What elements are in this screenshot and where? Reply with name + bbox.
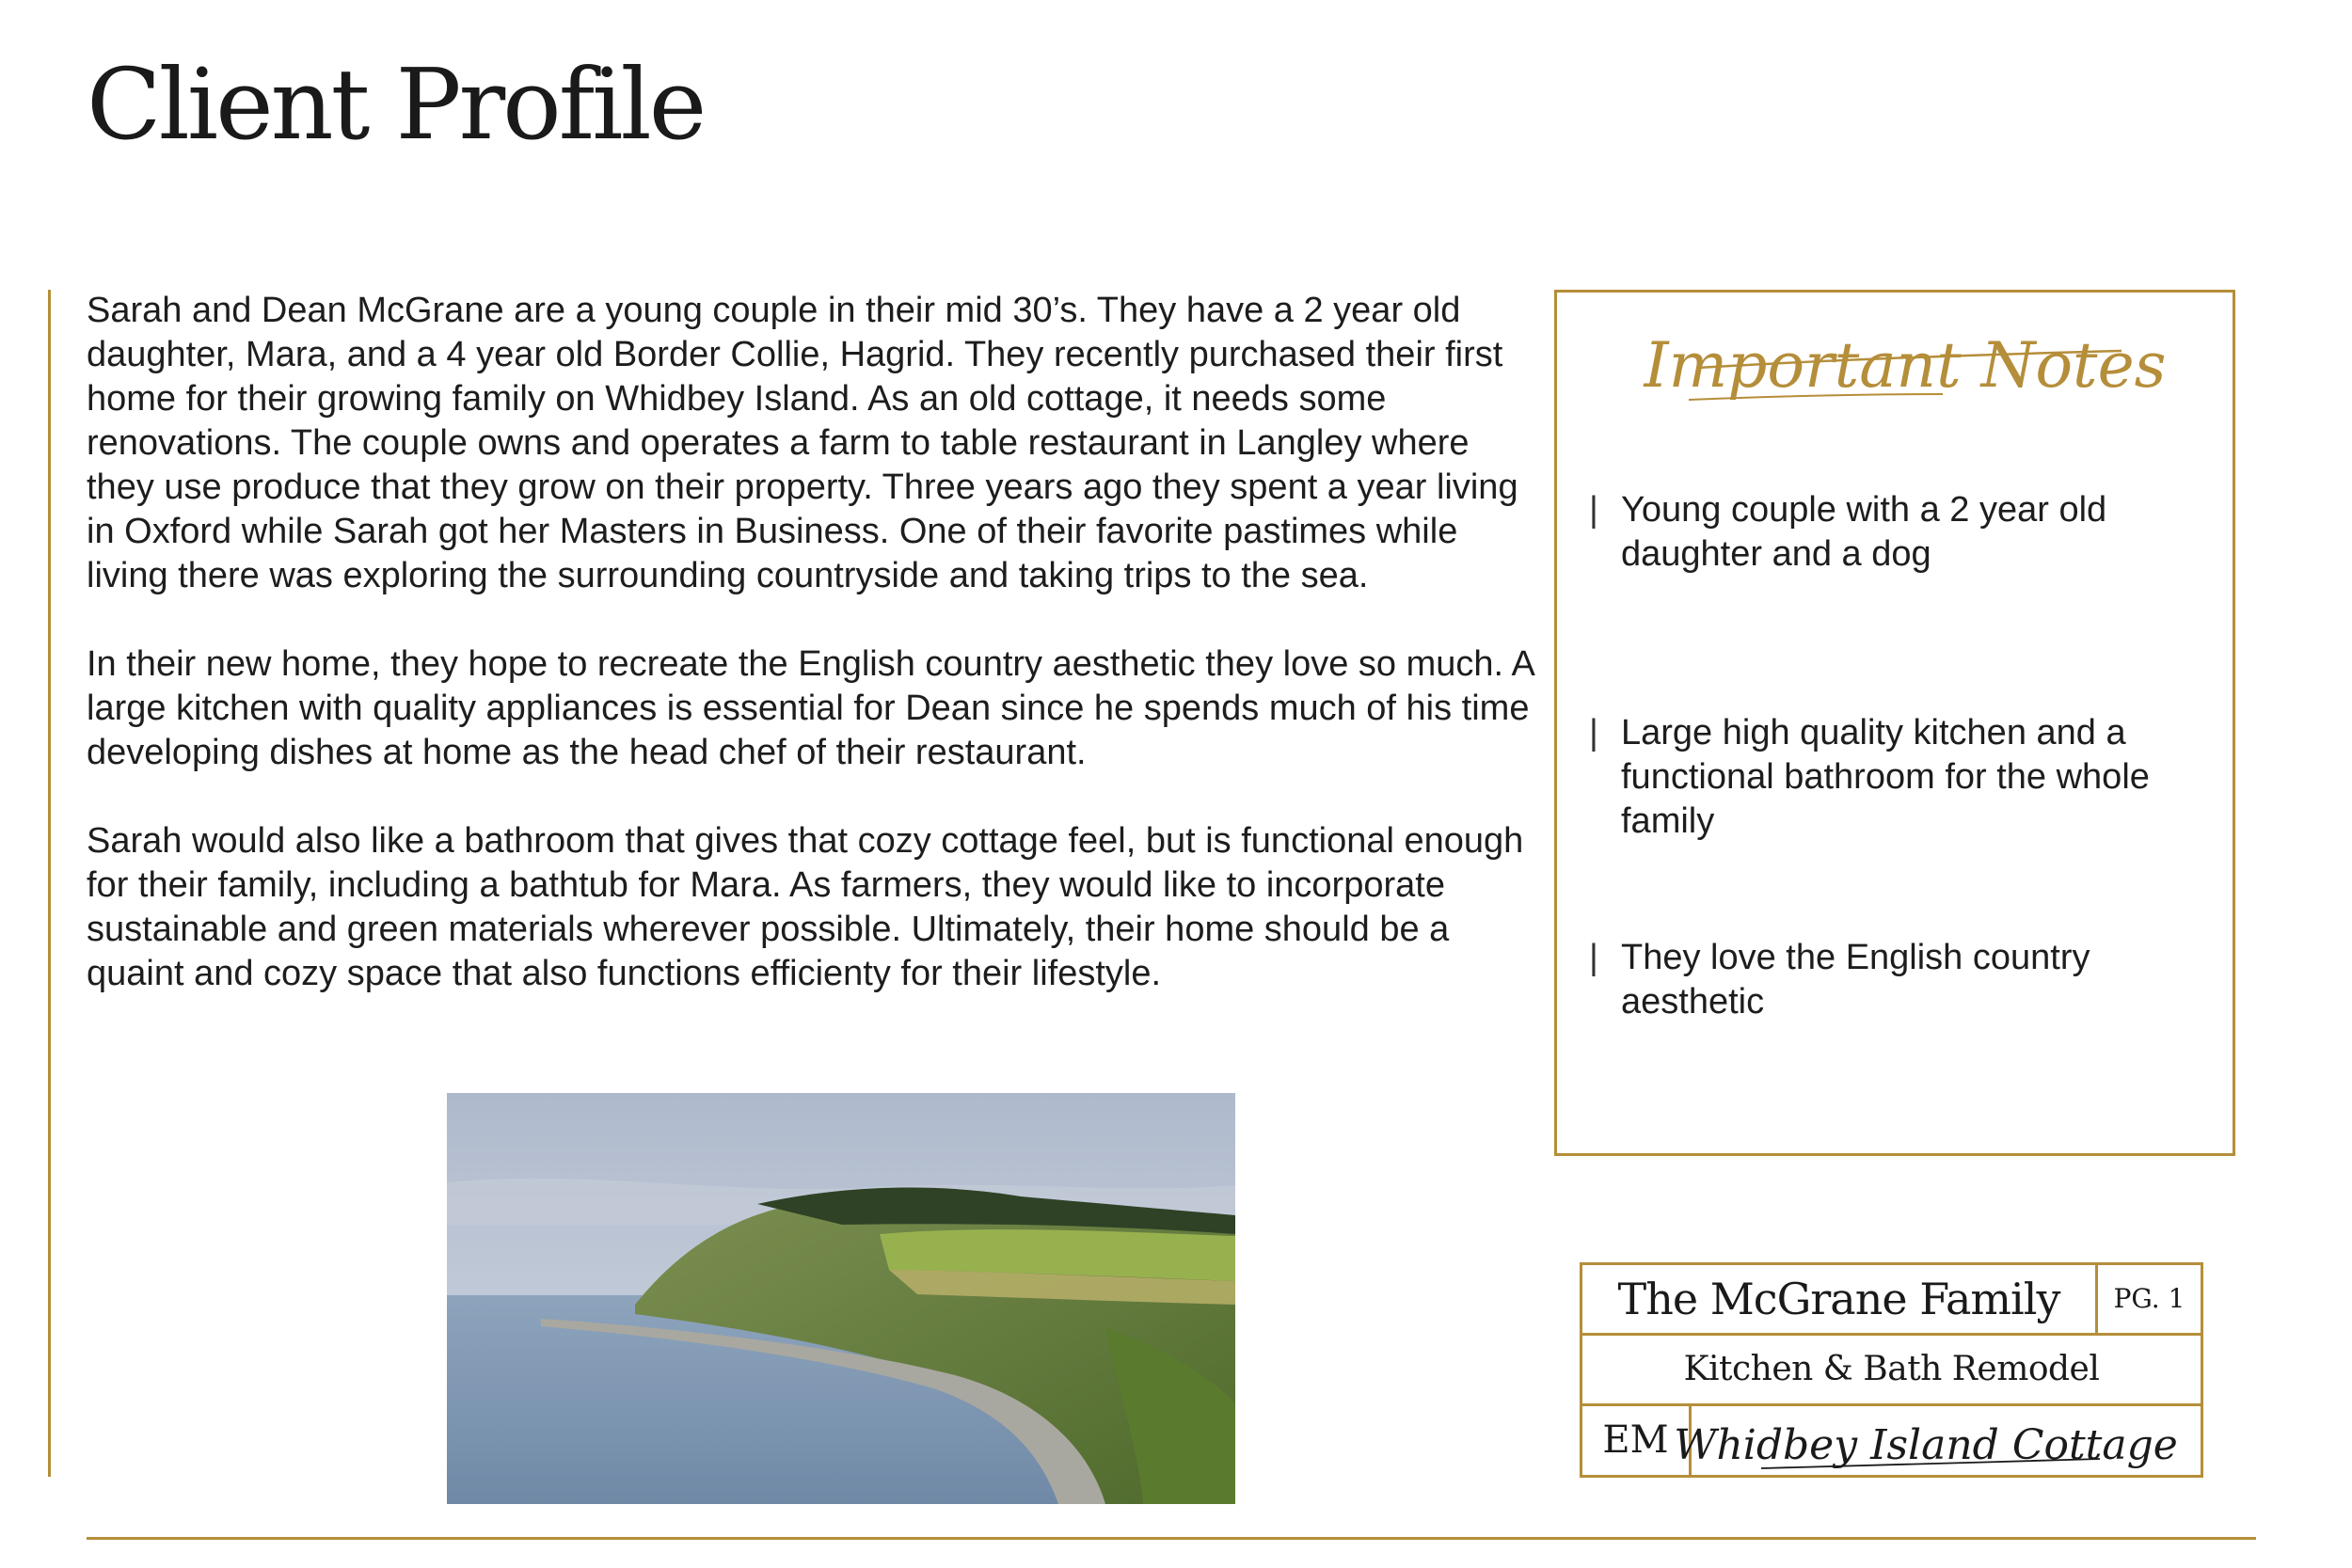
designer-initials: EM (1582, 1406, 1692, 1475)
note-item: | Young couple with a 2 year old daughter and a dog (1589, 488, 2210, 577)
profile-paragraph: Sarah and Dean McGrane are a young couple in their mid 30’s. They have a 2 year old daughter, Mara, and a 4 year old Border Collie, Hagrid. They recently purchased their first home for their growing family on Whidbey Island. As an old cottage, it needs some renovations. The couple owns and operates a farm to table restaurant in Langley where they use produce that they grow on their property. Three years ago they spent a year living in Oxford while Sarah got her Masters in Business. One of their favorite pastimes while living there was exploring the surrounding countryside and taking trips to the sea. (87, 291, 1518, 595)
profile-paragraph: In their new home, they hope to recreate the English country aesthetic they love so much. A large kitchen with quality appliances is essential for Dean since he spends much of his time developing dishes at home as the head chef of their restaurant. (87, 644, 1534, 772)
title-block-row (1582, 1265, 2201, 1336)
title-block (1580, 1262, 2203, 1478)
page-number: PG. 1 (2113, 1283, 2185, 1314)
important-notes-box (1554, 290, 2235, 1156)
note-text: Young couple with a 2 year old daughter and a dog (1621, 490, 2107, 574)
title-block-row (1582, 1406, 2201, 1475)
location-script-text: Whidbey Island Cottage (1674, 1421, 2178, 1469)
note-item: | They love the English country aesthetic (1589, 936, 2210, 1024)
left-accent-rule (48, 290, 51, 1477)
project-name: Kitchen & Bath Remodel (1582, 1336, 2201, 1406)
profile-paragraph: Sarah would also like a bathroom that gives that cozy cottage feel, but is functional enough for their family, including a bathtub for Mara. As farmers, they would like to incorporate sustainable and green materials wherever possible. Ultimately, their home should be a quaint and cozy space that also functions efficienty for their lifestyle. (87, 821, 1524, 993)
note-text: Large high quality kitchen and a functional bathroom for the whole family (1621, 713, 2150, 841)
location-script (1674, 1412, 2178, 1487)
important-notes-heading (1644, 313, 2167, 417)
profile-body (87, 289, 1535, 1040)
page-title: Client Profile (87, 47, 705, 162)
note-item: | Large high quality kitchen and a functional bathroom for the whole family (1589, 711, 2210, 844)
note-text: They love the English country aesthetic (1621, 938, 2090, 1022)
important-notes-heading-text: Important Notes (1644, 329, 2167, 402)
coastline-photo (447, 1093, 1235, 1504)
bottom-accent-rule (87, 1537, 2256, 1540)
family-name: The McGrane Family (1582, 1265, 2098, 1333)
